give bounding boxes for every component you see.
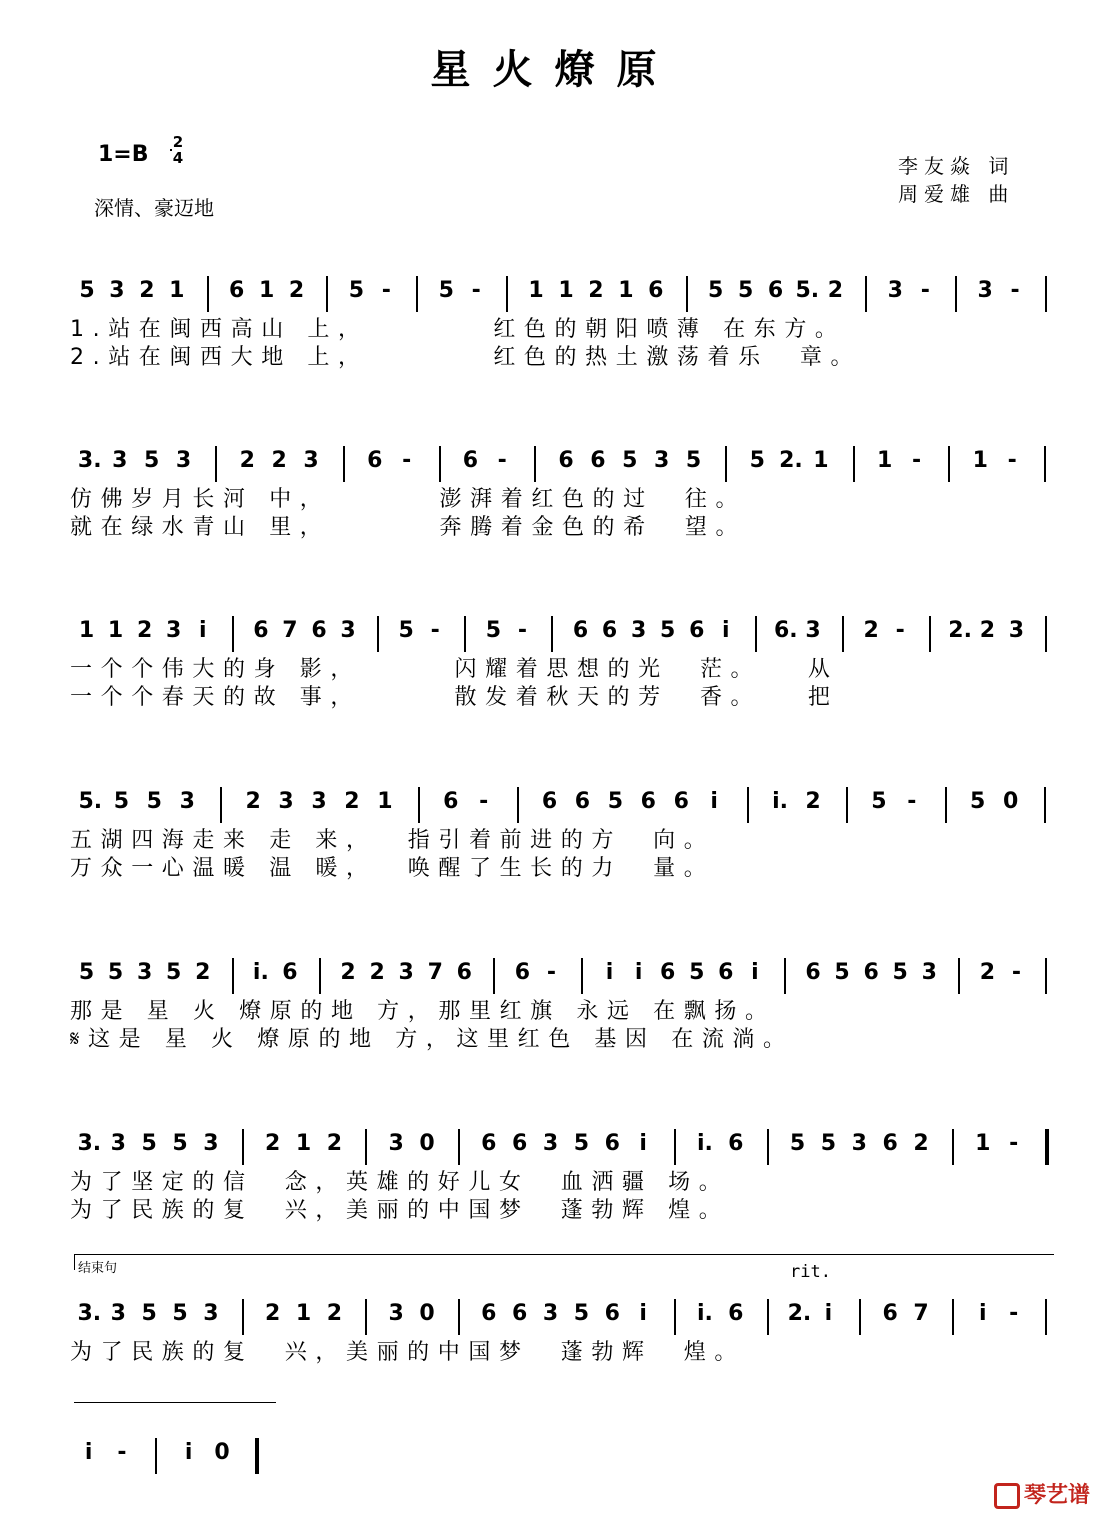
note: 6	[481, 1131, 497, 1156]
lyric-line: 为了民族的复 兴，美丽的中国梦 蓬勃辉 煌。	[70, 1340, 745, 1365]
note: 3.	[77, 448, 102, 473]
note: 3	[278, 789, 294, 814]
bar-line	[242, 1299, 244, 1335]
note: 3	[542, 1301, 559, 1326]
note: 7	[913, 1301, 929, 1326]
bar-line	[207, 276, 209, 312]
note: 2	[271, 448, 287, 473]
time-sig-bottom: 4	[172, 149, 184, 167]
note: 6	[311, 618, 327, 643]
bar-line	[581, 958, 583, 994]
bar-line	[458, 1299, 460, 1335]
note: 1	[295, 1301, 312, 1326]
note: 2	[369, 960, 385, 985]
note: 7	[427, 960, 443, 985]
note: 3	[166, 618, 182, 643]
bar-line	[945, 787, 947, 823]
note: 6	[882, 1301, 898, 1326]
time-sig-top: 2	[172, 133, 184, 151]
note: 1	[558, 278, 574, 303]
note: 3	[311, 789, 327, 814]
ending-label: 结束句	[78, 1261, 118, 1276]
note: 3	[388, 1301, 404, 1326]
note: 5	[607, 789, 624, 814]
note: -	[920, 278, 930, 303]
bar-line	[1044, 446, 1046, 482]
note: 5	[871, 789, 887, 814]
note: 5	[398, 618, 414, 643]
lyric-line: 万众一心温暖 温 暖， 唤醒了生长的力 量。	[70, 856, 715, 881]
note: -	[430, 618, 440, 643]
note: 5	[660, 618, 676, 643]
note: 3	[542, 1131, 559, 1156]
score-row	[0, 1115, 1109, 1265]
note: 0	[419, 1131, 435, 1156]
composer-credit: 周爱雄 曲	[898, 182, 1015, 206]
bar-line	[1044, 787, 1046, 823]
score-row	[0, 1285, 1109, 1435]
note: 3.	[77, 1131, 102, 1156]
note: 5	[485, 618, 501, 643]
bar-line	[458, 1129, 460, 1165]
note: i	[639, 1301, 647, 1326]
note: 2	[245, 789, 261, 814]
note: 6	[541, 789, 558, 814]
note: 3	[203, 1301, 219, 1326]
note: 2	[326, 1131, 343, 1156]
note: -	[895, 618, 905, 643]
note: 5	[146, 789, 162, 814]
note: -	[1010, 278, 1020, 303]
note: 5	[348, 278, 365, 303]
lyric-line: 那是 星 火 燎原的地 方，那里红旗 永远 在飘扬。	[70, 999, 776, 1024]
note: i	[710, 789, 718, 814]
note: 3	[110, 1301, 126, 1326]
note: 6	[229, 278, 245, 303]
note: 1	[528, 278, 544, 303]
note: 2	[979, 960, 995, 985]
note: 6	[574, 789, 591, 814]
bar-line	[842, 616, 844, 652]
note: -	[1011, 960, 1021, 985]
bar-line	[242, 1129, 244, 1165]
note: 3.	[77, 1301, 102, 1326]
score-row	[0, 944, 1109, 1094]
note: 1	[377, 789, 393, 814]
note: i	[84, 1440, 93, 1465]
note: 6	[728, 1301, 744, 1326]
lyric-line: 2.站在闽西大地 上， 红色的热土激荡着乐 章。	[70, 345, 862, 370]
note: 6	[689, 618, 705, 643]
note: 2	[340, 960, 356, 985]
note: 5	[141, 1131, 157, 1156]
note: 2	[195, 960, 211, 985]
note: 6	[572, 618, 589, 643]
note: 5	[749, 448, 765, 473]
note: 3	[1008, 618, 1025, 643]
note: 3	[136, 960, 153, 985]
note: i	[824, 1301, 833, 1326]
score-row	[0, 432, 1109, 582]
bar-line	[859, 1299, 861, 1335]
note: 5	[834, 960, 850, 985]
bar-line	[326, 276, 328, 312]
ritardando-marking: rit.	[790, 1262, 831, 1282]
time-sig-divider	[170, 149, 172, 151]
note: 6	[601, 618, 618, 643]
bar-line	[929, 616, 931, 652]
lyric-line: 为了民族的复 兴，美丽的中国梦 蓬勃辉 煌。	[70, 1198, 730, 1223]
bar-line	[865, 276, 867, 312]
note: 1	[618, 278, 634, 303]
bar-line	[767, 1299, 769, 1335]
note: 1	[813, 448, 829, 473]
bar-line	[1045, 616, 1047, 652]
bar-line	[232, 958, 234, 994]
note: 5.	[795, 278, 820, 303]
note: 3	[653, 448, 670, 473]
note: 5.	[78, 789, 103, 814]
note: i.	[696, 1131, 713, 1156]
note: 6	[481, 1301, 497, 1326]
note: 1	[295, 1131, 312, 1156]
note: 6	[604, 1131, 620, 1156]
note: 3	[175, 448, 192, 473]
note: 6	[590, 448, 606, 473]
note: 3	[179, 789, 195, 814]
note: 5	[172, 1301, 188, 1326]
note: 6	[512, 1301, 528, 1326]
bar-line	[853, 446, 855, 482]
lyric-line: 仿佛岁月长河 中， 澎湃着红色的过 往。	[70, 487, 747, 512]
note: 2	[239, 448, 255, 473]
bar-line	[418, 787, 420, 823]
note: -	[402, 448, 412, 473]
note: 5	[78, 960, 95, 985]
bar-line	[439, 446, 441, 482]
note: 3	[110, 1131, 126, 1156]
note: i	[639, 1131, 647, 1156]
bar-line	[365, 1129, 367, 1165]
bar-line	[493, 958, 495, 994]
note: 6	[648, 278, 664, 303]
note: -	[517, 618, 527, 643]
note: i.	[696, 1301, 713, 1326]
note: 5	[689, 960, 705, 985]
note: i	[605, 960, 614, 985]
note: 1	[78, 618, 95, 643]
note: 5	[685, 448, 702, 473]
note: -	[1009, 1131, 1019, 1156]
lyricist-credit: 李友焱 词	[898, 154, 1015, 178]
bar-line	[747, 787, 749, 823]
lyric-line: 一个个春天的故 事， 散发着秋天的芳 香。 把	[70, 685, 839, 710]
note: 6	[282, 960, 298, 985]
note: -	[497, 448, 507, 473]
bar-line	[958, 958, 960, 994]
score-row	[0, 262, 1109, 412]
note: 6	[514, 960, 531, 985]
note: 5	[622, 448, 638, 473]
note: 3	[388, 1131, 404, 1156]
bar-line	[725, 446, 727, 482]
note: 6	[767, 278, 784, 303]
bar-line	[377, 616, 379, 652]
bar-line	[232, 616, 234, 652]
note: 6	[512, 1131, 528, 1156]
note: 3	[112, 448, 128, 473]
bar-line	[948, 446, 950, 482]
note: 2.	[948, 618, 972, 643]
bar-line	[952, 1299, 954, 1335]
bar-line	[1045, 276, 1047, 312]
note: -	[1009, 1301, 1019, 1326]
note: 5	[708, 278, 724, 303]
note: 1	[877, 448, 893, 473]
note: 1	[169, 278, 185, 303]
note: -	[471, 278, 481, 303]
note: 1	[975, 1131, 991, 1156]
note: i	[722, 618, 730, 643]
bar-line	[365, 1299, 367, 1335]
key-signature: 1=B	[98, 142, 149, 167]
note: 5	[113, 789, 130, 814]
note: 3	[630, 618, 647, 643]
note: 1	[972, 448, 988, 473]
bar-line	[846, 787, 848, 823]
note: 3	[109, 278, 125, 303]
note: 7	[282, 618, 298, 643]
note: 2	[827, 278, 844, 303]
note: 6	[253, 618, 269, 643]
note: 3	[921, 960, 937, 985]
note: 5	[144, 448, 160, 473]
note: 1	[107, 618, 124, 643]
note: 2	[344, 789, 360, 814]
bar-line	[319, 958, 321, 994]
bar-line	[1045, 1299, 1047, 1335]
bar-line	[464, 616, 466, 652]
bar-line	[255, 1438, 259, 1474]
note: 6	[367, 448, 383, 473]
note: i	[751, 960, 759, 985]
note: 3	[398, 960, 414, 985]
note: 1	[258, 278, 275, 303]
note: -	[479, 789, 489, 814]
bar-line	[674, 1129, 676, 1165]
note: 3	[851, 1131, 867, 1156]
note: 2	[588, 278, 604, 303]
note: 6	[728, 1131, 744, 1156]
note: 5	[573, 1301, 590, 1326]
note: 2	[979, 618, 995, 643]
note: 3	[977, 278, 993, 303]
note: 6	[805, 960, 821, 985]
bar-line	[1045, 1129, 1049, 1165]
note: 3	[805, 618, 821, 643]
score-row	[0, 602, 1109, 752]
bar-line	[955, 276, 957, 312]
time-signature	[170, 134, 186, 166]
lyric-line: 𝄋这是 星 火 燎原的地 方，这里红色 基因 在流淌。	[70, 1027, 794, 1052]
note: -	[546, 960, 557, 985]
note: 2	[139, 278, 155, 303]
note: 3	[203, 1131, 219, 1156]
note: 2	[288, 278, 305, 303]
bar-line	[343, 446, 345, 482]
note: i	[634, 960, 643, 985]
note: 5	[438, 278, 454, 303]
note: 6	[882, 1131, 898, 1156]
note: 2.	[787, 1301, 812, 1326]
bar-line	[506, 276, 508, 312]
note: 6	[660, 960, 676, 985]
note: 5	[79, 278, 95, 303]
note: 0	[214, 1440, 230, 1465]
note: 2.	[779, 448, 803, 473]
note: 5	[789, 1131, 806, 1156]
lyric-line: 1.站在闽西高山 上， 红色的朝阳喷薄 在东方。	[70, 317, 846, 342]
note: 2	[326, 1301, 343, 1326]
note: 2	[805, 789, 821, 814]
note: 2	[265, 1301, 281, 1326]
note: 3	[303, 448, 319, 473]
bar-line	[1045, 958, 1047, 994]
lyric-line: 就在绿水青山 里， 奔腾着金色的希 望。	[70, 515, 747, 540]
note: 0	[1002, 789, 1019, 814]
bar-line	[755, 616, 757, 652]
bar-line	[220, 787, 222, 823]
lyric-line: 为了坚定的信 念，英雄的好儿女 血洒疆 场。	[70, 1170, 730, 1195]
bar-line	[517, 787, 519, 823]
note: 6	[604, 1301, 620, 1326]
bar-line	[784, 958, 786, 994]
note: i	[979, 1301, 987, 1326]
note: 6	[558, 448, 574, 473]
note: 2	[863, 618, 879, 643]
note: 6	[456, 960, 472, 985]
note: 5	[892, 960, 908, 985]
note: 5	[573, 1131, 590, 1156]
note: 5	[107, 960, 124, 985]
bar-line	[416, 276, 418, 312]
note: 3	[887, 278, 903, 303]
note: 6	[863, 960, 879, 985]
note: 5	[172, 1131, 188, 1156]
note: i.	[252, 960, 269, 985]
bar-line	[551, 616, 553, 652]
note: 5	[166, 960, 182, 985]
note: 0	[419, 1301, 435, 1326]
note: 6	[443, 789, 459, 814]
note: -	[907, 789, 917, 814]
watermark-text: 琴艺谱	[1024, 1483, 1091, 1508]
tempo-marking: 深情、豪迈地	[94, 196, 214, 220]
note: 6	[640, 789, 656, 814]
note: 5	[141, 1301, 157, 1326]
note: i.	[772, 789, 789, 814]
note: -	[912, 448, 922, 473]
note: 5	[970, 789, 986, 814]
note: -	[1007, 448, 1017, 473]
note: 5	[820, 1131, 837, 1156]
note: 6	[673, 789, 689, 814]
note: 5	[737, 278, 754, 303]
lyric-line: 五湖四海走来 走 来， 指引着前进的方 向。	[70, 828, 715, 853]
score-row	[0, 1424, 1109, 1519]
bar-line	[674, 1299, 676, 1335]
bar-line	[155, 1438, 157, 1474]
note: 6	[462, 448, 479, 473]
note: i	[198, 618, 207, 643]
note: 6	[718, 960, 734, 985]
bar-line	[215, 446, 217, 482]
note: 2	[913, 1131, 929, 1156]
bar-line	[686, 276, 688, 312]
bar-line	[952, 1129, 954, 1165]
note: 3	[340, 618, 356, 643]
lyric-line: 一个个伟大的身 影， 闪耀着思想的光 茫。 从	[70, 657, 839, 682]
note: 6.	[773, 618, 798, 643]
note: -	[117, 1440, 127, 1465]
score-row	[0, 773, 1109, 923]
note: 2	[136, 618, 153, 643]
note: 2	[265, 1131, 281, 1156]
note: -	[381, 278, 391, 303]
song-title: 星火燎原	[430, 47, 679, 93]
bar-line	[767, 1129, 769, 1165]
note: i	[184, 1440, 193, 1465]
bar-line	[534, 446, 536, 482]
